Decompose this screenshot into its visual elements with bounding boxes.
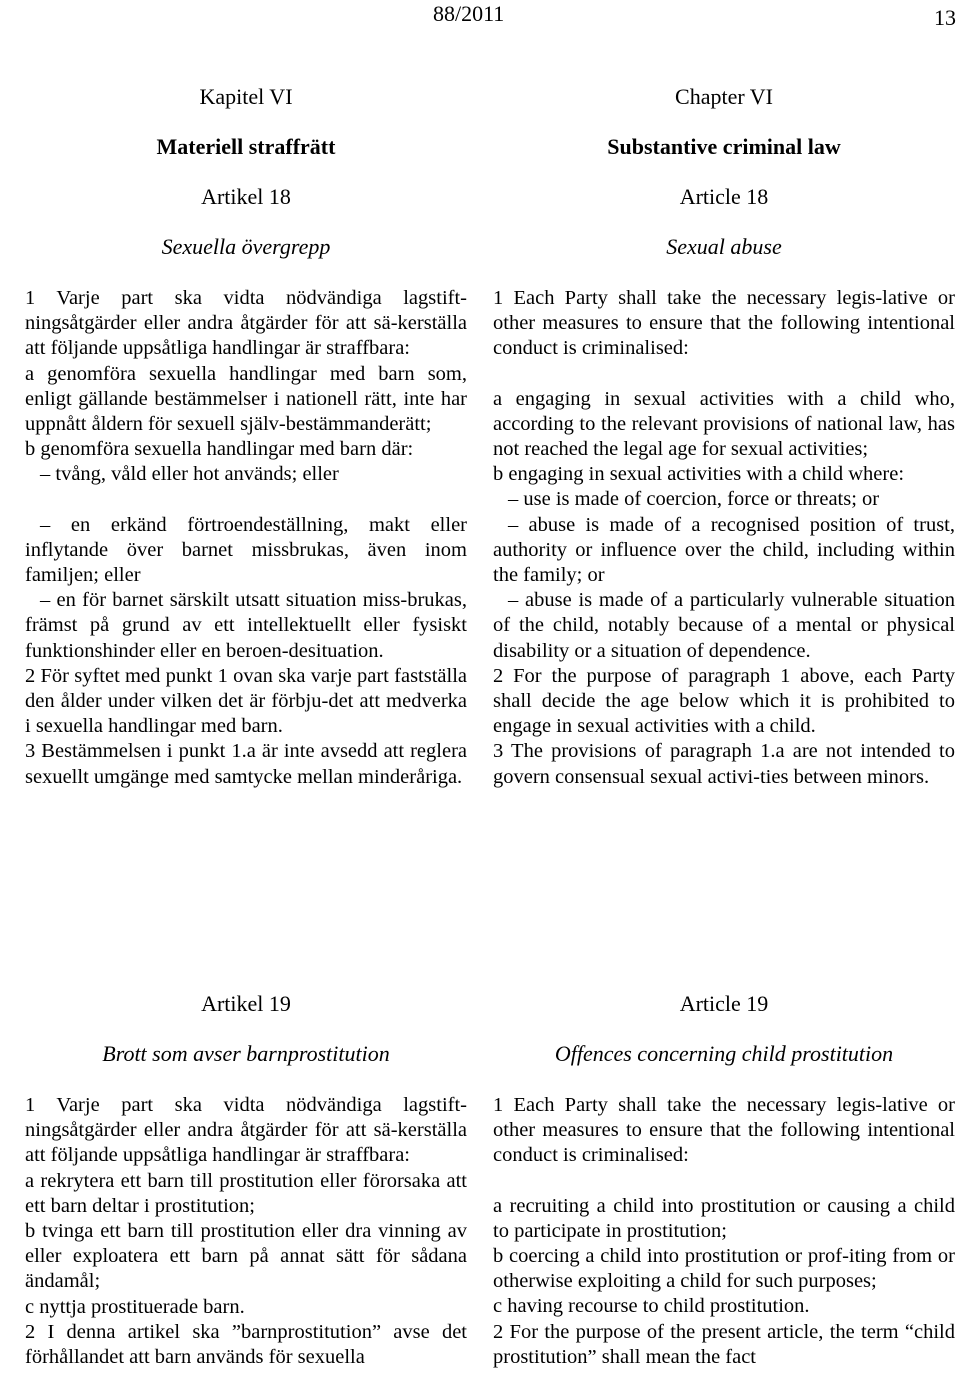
- article-19-para-2: 2 For the purpose of the present article, the term “child prostitution” shall mean the fact: [493, 1320, 955, 1368]
- page-number: 13: [934, 5, 956, 30]
- article-18-para-3: 3 The provisions of paragraph 1.a are not intended to govern consensual sexual activi-ties between minors.: [493, 740, 955, 788]
- article-19-point-b: b tvinga ett barn till prostitution eller dra vinning av eller exploatera ett barn på annat sätt för sådana ändamål;: [25, 1220, 467, 1293]
- article-19-point-c: c nyttja prostituerade barn.: [25, 1295, 245, 1318]
- article-18-point-a: a genomföra sexuella handlingar med barn som, enligt gällande bestämmelser i nationell rätt, inte har uppnått åldern för sexuell själv-bestämmanderätt;: [25, 362, 467, 436]
- article-19-point-c: c having recourse to child prostitution.: [493, 1295, 810, 1318]
- page-header: [0, 0, 960, 34]
- article-19-para-2: 2 I denna artikel ska ”barnprostitution” avse det förhållandet att barn används för sexuella: [25, 1320, 467, 1369]
- article-18-dash-1: – use is made of coercion, force or threats; or: [508, 488, 880, 511]
- article-18-point-b: b genomföra sexuella handlingar med barn där:: [25, 438, 414, 461]
- article-19-title: Offences concerning child prostitution: [554, 1041, 894, 1066]
- article-18-heading: Article 18: [679, 184, 769, 209]
- chapter-heading: Chapter VI: [675, 84, 773, 109]
- article-18-para-2: 2 For the purpose of paragraph 1 above, each Party shall decide the age below which it is prohibited to engage in sexual activities with a child.: [493, 664, 955, 738]
- article-18-dash-3: – abuse is made of a particularly vulnerable situation of the child, notably because of a mental or physical disability or a situation of dependence.: [493, 589, 955, 662]
- article-18-dash-1: – tvång, våld eller hot används; eller: [40, 463, 339, 486]
- article-18-heading: Artikel 18: [201, 184, 291, 209]
- article-19-para-1: 1 Each Party shall take the necessary legis-lative or other measures to ensure that the following intentional conduct is criminalised:: [493, 1094, 955, 1167]
- article-18-point-a: a engaging in sexual activities with a child who, according to the relevant provisions of national law, has not reached the legal age for sexual activities;: [493, 387, 955, 461]
- article-19-para-1: 1 Varje part ska vidta nödvändiga lagstift-ningsåtgärder eller andra åtgärder för att sä-kerställa att följande uppsåtliga handlingar är straffbara:: [25, 1094, 467, 1167]
- article-19-heading: Article 19: [679, 991, 769, 1016]
- chapter-heading: Kapitel VI: [199, 84, 293, 109]
- article-18-title: Sexual abuse: [666, 234, 782, 259]
- article-18-para-1: 1 Varje part ska vidta nödvändiga lagstift-ningsåtgärder eller andra åtgärder för att sä-kerställa att följande uppsåtliga handlingar är straffbara:: [25, 287, 467, 360]
- article-19-point-b: b coercing a child into prostitution or prof-iting from or otherwise exploiting a child for such purposes;: [493, 1245, 955, 1293]
- chapter-title: Substantive criminal law: [607, 134, 841, 159]
- article-18-para-3: 3 Bestämmelsen i punkt 1.a är inte avsedd att reglera sexuellt umgänge med samtycke mellan minderåriga.: [25, 740, 467, 788]
- article-18-title: Sexuella övergrepp: [161, 234, 331, 259]
- article-18-dash-2: – en erkänd förtroendeställning, makt eller inflytande över barnet missbrukas, även inom familjen; eller: [25, 513, 467, 587]
- issue-number: 88/2011: [433, 1, 505, 26]
- article-18-para-2: 2 För syftet med punkt 1 ovan ska varje part fastställa den ålder under vilken det är förbju-det att medverka i sexuella handlingar med barn.: [25, 664, 467, 738]
- chapter-title: Materiell straffrätt: [156, 134, 336, 159]
- article-19-point-a: a rekrytera ett barn till prostitution eller förorsaka att ett barn deltar i prostitution;: [25, 1169, 467, 1217]
- article-19-heading: Artikel 19: [201, 991, 291, 1016]
- article-18-dash-2: – abuse is made of a recognised position of trust, authority or influence over the child, including within the family; or: [493, 513, 955, 587]
- article-19-point-a: a recruiting a child into prostitution or causing a child to participate in prostitution;: [493, 1194, 955, 1242]
- article-18-point-b: b engaging in sexual activities with a child where:: [493, 463, 905, 486]
- article-18-dash-3: – en för barnet särskilt utsatt situation miss-brukas, främst på grund av ett intellektuellt eller fysiskt funktionshinder eller en beroen-desituation.: [25, 589, 467, 662]
- article-19-title: Brott som avser barnprostitution: [102, 1041, 390, 1066]
- article-18-para-1: 1 Each Party shall take the necessary legis-lative or other measures to ensure that the following intentional conduct is criminalised:: [493, 287, 955, 360]
